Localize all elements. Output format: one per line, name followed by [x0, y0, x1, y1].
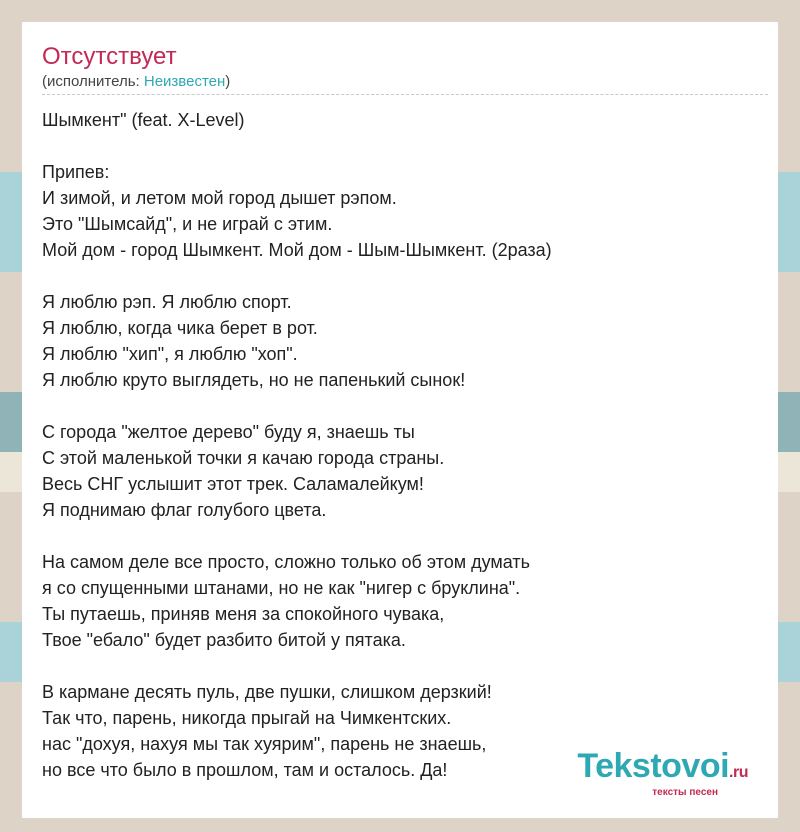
- lyrics-card: [22, 22, 778, 818]
- brand-logo[interactable]: [577, 748, 748, 798]
- lyric-line: Я поднимаю флаг голубого цвета.: [42, 500, 327, 520]
- lyric-line: Ты путаешь, приняв меня за спокойного чувака,: [42, 604, 445, 624]
- lyric-line: [42, 523, 758, 549]
- lyric-line: Это "Шымсайд", и не играй с этим.: [42, 214, 333, 234]
- song-title: Отсутствует: [42, 43, 177, 70]
- divider: [42, 94, 768, 95]
- lyric-line: Так что, парень, никогда прыгай на Чимкентских.: [42, 708, 452, 728]
- artist-line: [42, 72, 758, 92]
- lyric-line: я со спущенными штанами, но не как "нигер с бруклина".: [42, 578, 521, 598]
- brand-name-row: [577, 748, 748, 791]
- artist-prefix: (исполнитель:: [42, 73, 144, 90]
- lyric-line: [42, 133, 758, 159]
- lyric-line: Я люблю рэп. Я люблю спорт.: [42, 292, 292, 312]
- lyric-line: С этой маленькой точки я качаю города страны.: [42, 448, 445, 468]
- artist-link[interactable]: Неизвестен: [143, 73, 226, 90]
- lyric-line: но все что было в прошлом, там и осталось. Да!: [42, 760, 448, 780]
- brand-name: Tekstovoi: [577, 747, 730, 785]
- lyric-line: [42, 393, 758, 419]
- lyric-line: И зимой, и летом мой город дышет рэпом.: [42, 188, 397, 208]
- lyric-line: Мой дом - город Шымкент. Мой дом - Шым-Шымкент. (2раза): [42, 240, 552, 260]
- lyric-line: Шымкент" (feat. X-Level): [42, 110, 245, 130]
- lyric-line: С города "желтое дерево" буду я, знаешь ты: [42, 422, 415, 442]
- lyric-line: Я люблю круто выглядеть, но не папенький сынок!: [42, 370, 466, 390]
- lyric-line: нас "дохуя, нахуя мы так хуярим", парень не знаешь,: [42, 734, 487, 754]
- artist-suffix: ): [225, 73, 231, 90]
- lyric-line: Припев:: [42, 162, 110, 182]
- lyric-line: Весь СНГ услышит этот трек. Саламалейкум!: [42, 474, 424, 494]
- brand-tagline: тексты песен: [652, 787, 718, 798]
- brand-tld: .ru: [729, 764, 748, 781]
- lyric-line: Я люблю, когда чика берет в рот.: [42, 318, 318, 338]
- lyrics-text: [42, 107, 758, 783]
- lyric-line: [42, 653, 758, 679]
- lyric-line: Твое "ебало" будет разбито битой у пятака.: [42, 630, 406, 650]
- lyric-line: Я люблю "хип", я люблю "хоп".: [42, 344, 298, 364]
- lyric-line: В кармане десять пуль, две пушки, слишком дерзкий!: [42, 682, 492, 702]
- lyric-line: На самом деле все просто, сложно только об этом думать: [42, 552, 530, 572]
- lyric-line: [42, 263, 758, 289]
